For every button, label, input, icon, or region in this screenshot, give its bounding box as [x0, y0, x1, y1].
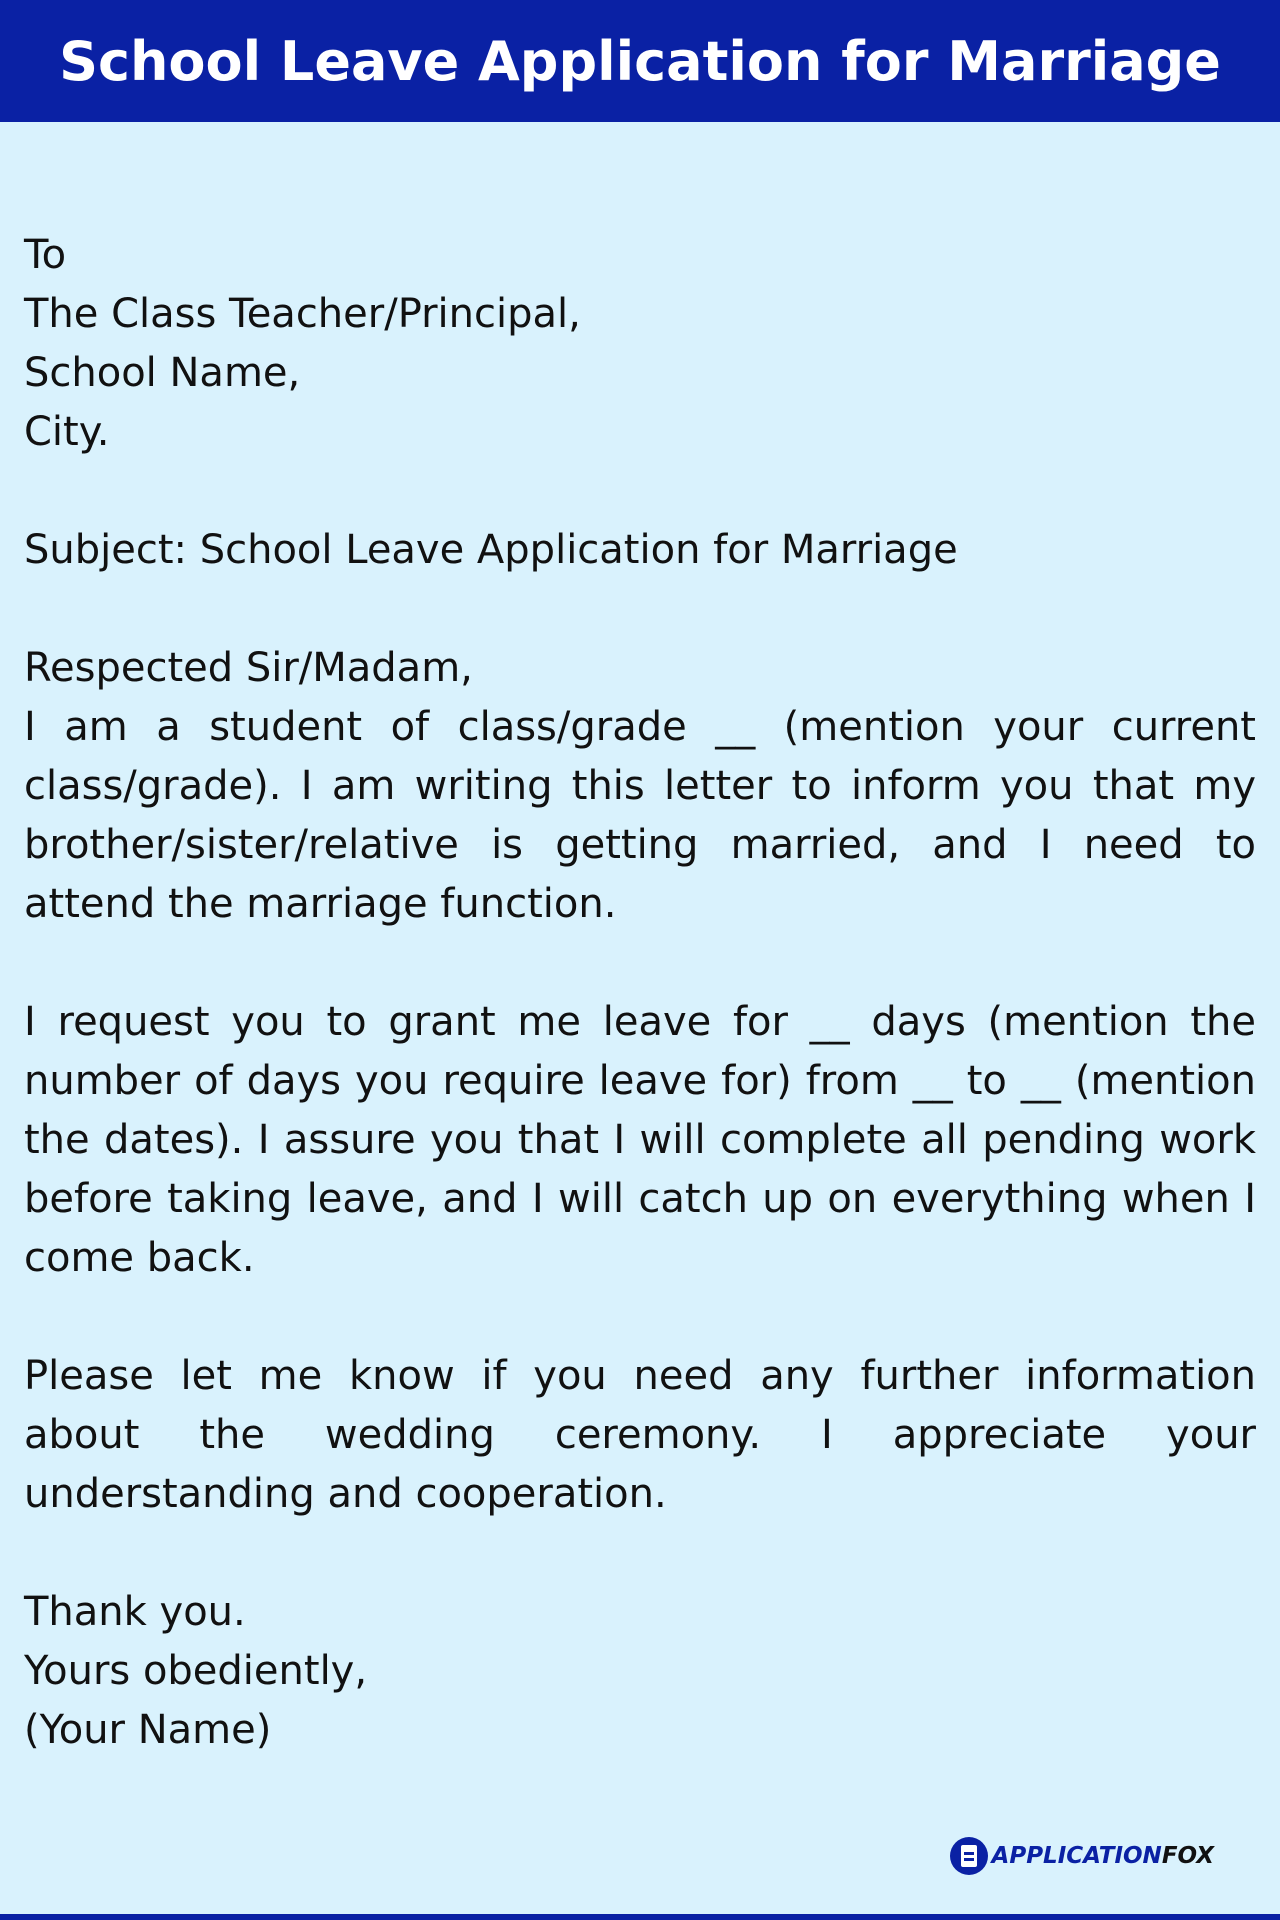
recipient-address	[24, 226, 1256, 462]
paragraph-request: I request you to grant me leave for __ days (mention the number of days you require leave for) from __ to __ (mention the dates). I assure you that I will complete all pending work before taking leave, and I will catch up on everything when I come back.	[24, 999, 1256, 1281]
brand-name	[992, 1843, 1214, 1869]
paragraph-closing-remarks: Please let me know if you need any further information about the wedding ceremony. I appreciate your understanding and cooperation.	[24, 1353, 1256, 1517]
brand-name-part1: APPLICATION	[991, 1843, 1162, 1869]
address-line: To	[24, 232, 67, 278]
closing-line: Yours obediently,	[24, 1648, 368, 1694]
subject-line: Subject: School Leave Application for Marriage	[24, 527, 958, 573]
closing-line: Thank you.	[24, 1589, 246, 1635]
sign-off	[24, 1583, 1256, 1760]
address-line: School Name,	[24, 350, 301, 396]
document-icon	[950, 1837, 988, 1875]
brand-name-part2: FOX	[1161, 1843, 1214, 1869]
header-banner	[0, 0, 1280, 122]
page-title: School Leave Application for Marriage	[59, 29, 1221, 93]
salutation: Respected Sir/Madam,	[24, 645, 473, 691]
signature-name: (Your Name)	[24, 1707, 272, 1753]
address-line: City.	[24, 409, 110, 455]
letter-body	[24, 226, 1256, 1760]
address-line: The Class Teacher/Principal,	[24, 291, 581, 337]
paragraph-intro: I am a student of class/grade __ (mention your current class/grade). I am writing this letter to inform you that my brother/sister/relative is getting married, and I need to attend the marriage function.	[24, 704, 1256, 927]
bottom-border	[0, 1914, 1280, 1920]
brand-logo	[950, 1836, 1214, 1876]
